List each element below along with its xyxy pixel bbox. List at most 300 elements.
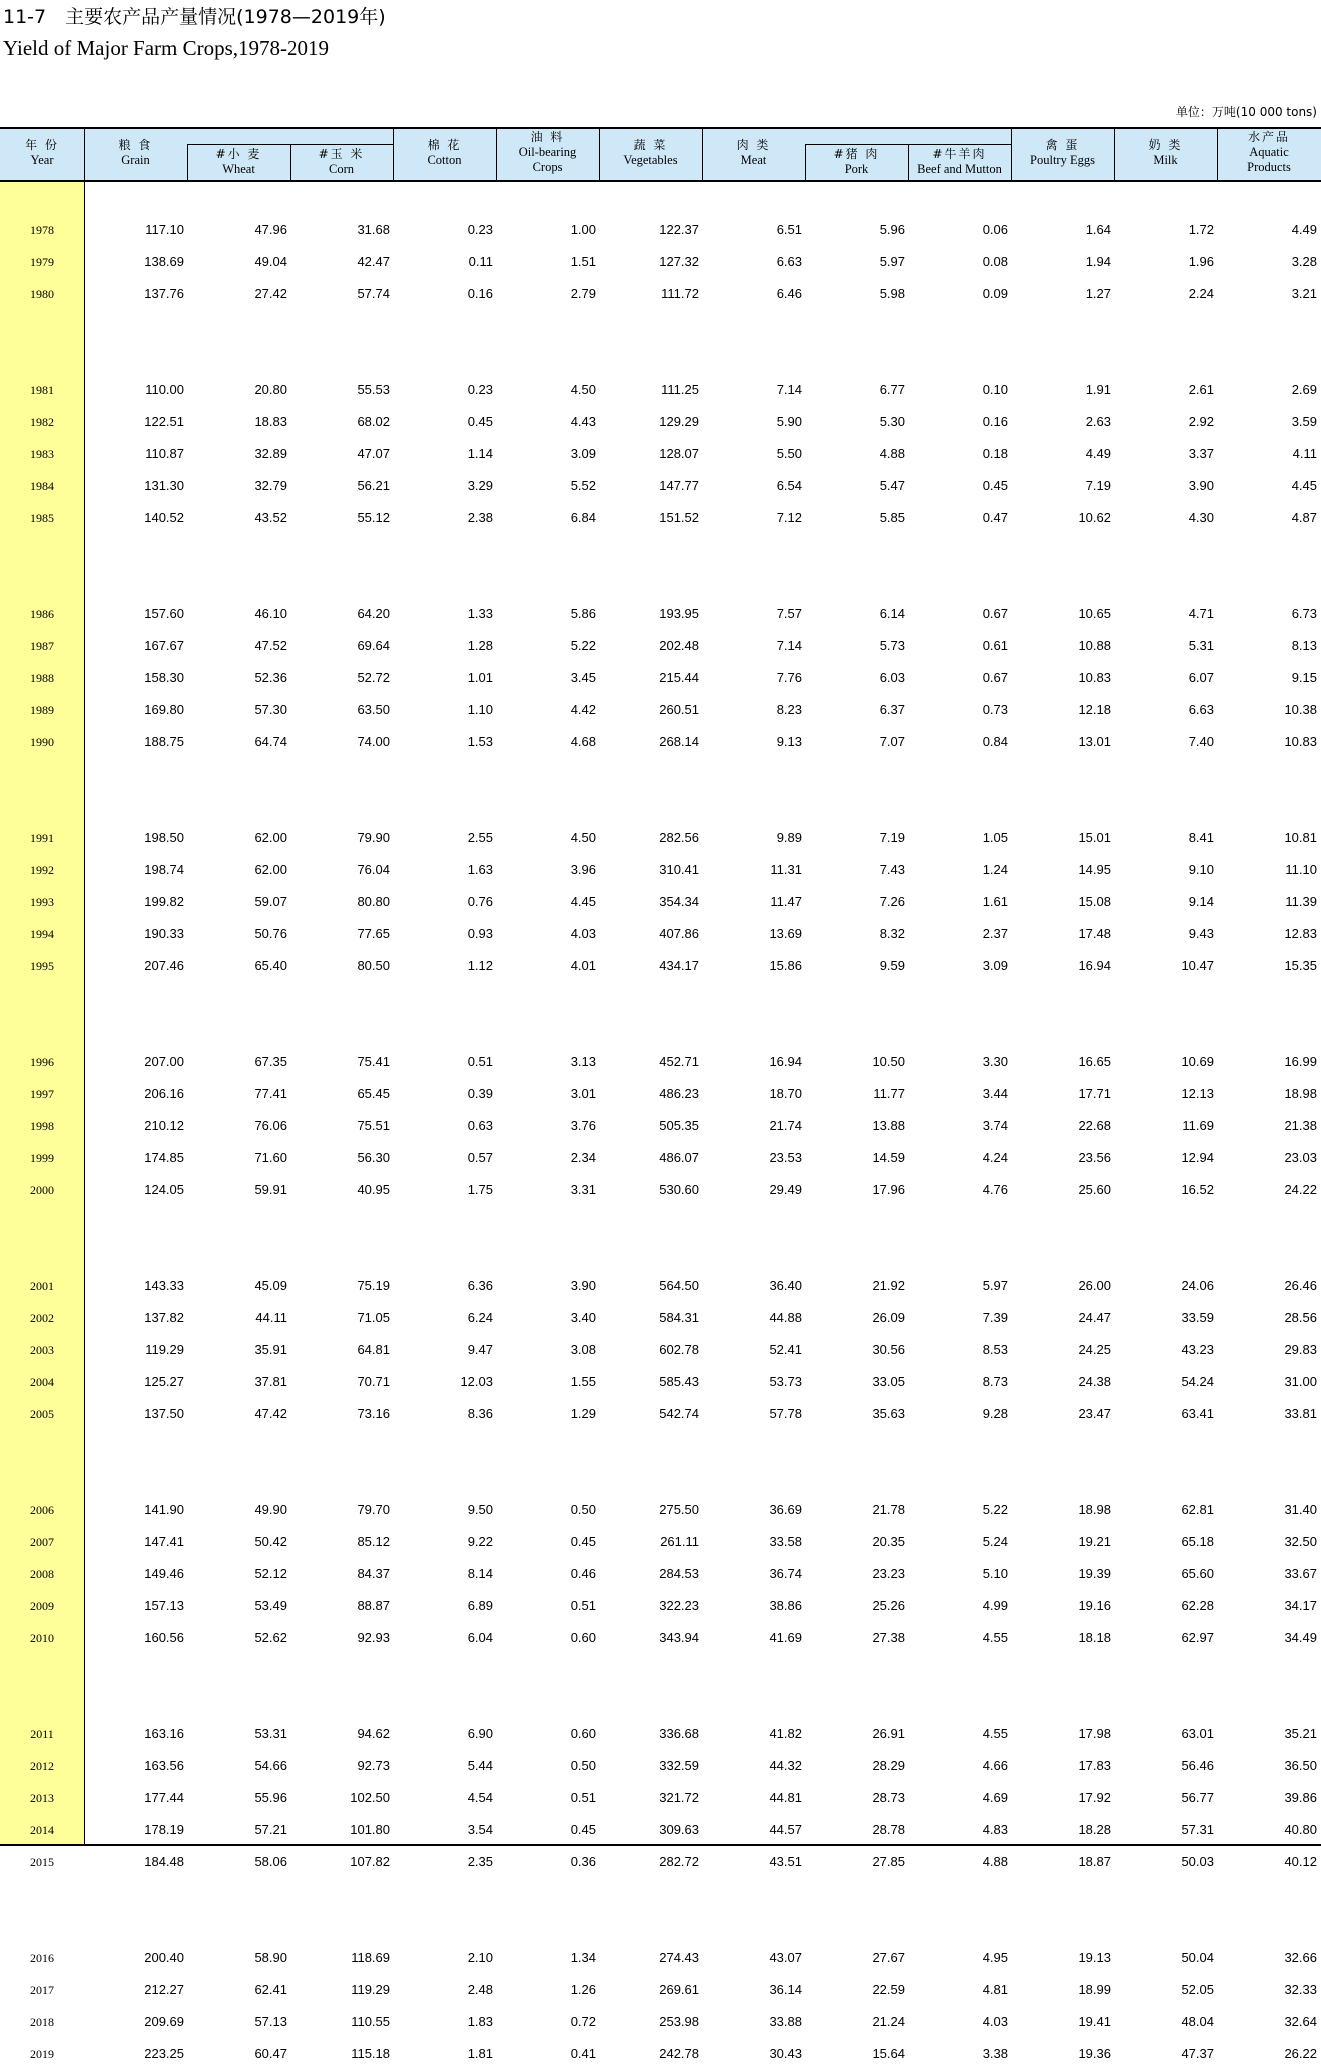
value-cell: 37.81 bbox=[254, 1374, 287, 1389]
value-cell: 2.92 bbox=[1188, 414, 1214, 429]
value-cell: 71.05 bbox=[357, 1310, 390, 1325]
year-cell: 1990 bbox=[30, 735, 54, 749]
value-cell: 184.48 bbox=[144, 1854, 184, 1869]
value-cell: 17.96 bbox=[872, 1182, 905, 1197]
table-row bbox=[0, 1083, 1321, 1105]
value-cell: 275.50 bbox=[659, 1502, 699, 1517]
value-cell: 309.63 bbox=[659, 1822, 699, 1837]
value-cell: 9.28 bbox=[982, 1406, 1008, 1421]
year-cell: 2018 bbox=[30, 2015, 54, 2029]
value-cell: 12.18 bbox=[1078, 702, 1111, 717]
value-cell: 3.40 bbox=[570, 1310, 596, 1325]
value-cell: 1.14 bbox=[467, 446, 493, 461]
value-cell: 10.38 bbox=[1284, 702, 1317, 717]
value-cell: 1.96 bbox=[1188, 254, 1214, 269]
value-cell: 0.63 bbox=[467, 1118, 493, 1133]
value-cell: 190.33 bbox=[144, 926, 184, 941]
header-top-rule bbox=[0, 127, 1321, 129]
value-cell: 0.72 bbox=[570, 2014, 596, 2029]
value-cell: 1.01 bbox=[467, 670, 493, 685]
value-cell: 5.86 bbox=[570, 606, 596, 621]
value-cell: 602.78 bbox=[659, 1342, 699, 1357]
value-cell: 55.96 bbox=[254, 1790, 287, 1805]
value-cell: 3.74 bbox=[982, 1118, 1008, 1133]
year-cell: 1998 bbox=[30, 1119, 54, 1133]
value-cell: 16.94 bbox=[1078, 958, 1111, 973]
value-cell: 18.28 bbox=[1078, 1822, 1111, 1837]
year-cell: 1991 bbox=[30, 831, 54, 845]
value-cell: 310.41 bbox=[659, 862, 699, 877]
value-cell: 282.56 bbox=[659, 830, 699, 845]
value-cell: 158.30 bbox=[144, 670, 184, 685]
value-cell: 30.56 bbox=[872, 1342, 905, 1357]
value-cell: 31.40 bbox=[1284, 1502, 1317, 1517]
value-cell: 6.04 bbox=[467, 1630, 493, 1645]
value-cell: 35.63 bbox=[872, 1406, 905, 1421]
value-cell: 55.53 bbox=[357, 382, 390, 397]
header-wheat-en: Wheat bbox=[222, 162, 255, 176]
value-cell: 564.50 bbox=[659, 1278, 699, 1293]
table-row bbox=[0, 827, 1321, 849]
value-cell: 36.14 bbox=[769, 1982, 802, 1997]
value-cell: 157.60 bbox=[144, 606, 184, 621]
value-cell: 15.35 bbox=[1284, 958, 1317, 973]
value-cell: 56.46 bbox=[1181, 1758, 1214, 1773]
header-wheat-cn: #小 麦 bbox=[215, 147, 262, 161]
value-cell: 27.85 bbox=[872, 1854, 905, 1869]
header-vegetables-en: Vegetables bbox=[623, 153, 678, 167]
value-cell: 10.83 bbox=[1078, 670, 1111, 685]
value-cell: 69.64 bbox=[357, 638, 390, 653]
value-cell: 0.61 bbox=[982, 638, 1008, 653]
year-cell: 2008 bbox=[30, 1567, 54, 1581]
value-cell: 1.53 bbox=[467, 734, 493, 749]
value-cell: 223.25 bbox=[144, 2046, 184, 2061]
value-cell: 117.10 bbox=[145, 222, 184, 237]
value-cell: 137.76 bbox=[144, 286, 184, 301]
year-cell: 2001 bbox=[30, 1279, 54, 1293]
value-cell: 19.41 bbox=[1078, 2014, 1111, 2029]
header-grain-en: Grain bbox=[121, 153, 150, 167]
header-cotton bbox=[393, 138, 496, 168]
value-cell: 54.66 bbox=[254, 1758, 287, 1773]
value-cell: 14.95 bbox=[1078, 862, 1111, 877]
value-cell: 200.40 bbox=[144, 1950, 184, 1965]
value-cell: 140.52 bbox=[144, 510, 184, 525]
header-aquatic-en1: Aquatic bbox=[1249, 145, 1289, 159]
value-cell: 10.62 bbox=[1078, 510, 1111, 525]
value-cell: 6.37 bbox=[879, 702, 905, 717]
value-cell: 84.37 bbox=[357, 1566, 390, 1581]
value-cell: 6.24 bbox=[467, 1310, 493, 1325]
value-cell: 16.99 bbox=[1284, 1054, 1317, 1069]
value-cell: 27.42 bbox=[254, 286, 287, 301]
value-cell: 343.94 bbox=[659, 1630, 699, 1645]
value-cell: 5.31 bbox=[1188, 638, 1214, 653]
value-cell: 53.73 bbox=[769, 1374, 802, 1389]
value-cell: 7.14 bbox=[776, 638, 802, 653]
year-cell: 1988 bbox=[30, 671, 54, 685]
header-oil-en1: Oil-bearing bbox=[518, 145, 577, 159]
value-cell: 75.41 bbox=[357, 1054, 390, 1069]
value-cell: 0.45 bbox=[570, 1822, 596, 1837]
year-cell: 1979 bbox=[30, 255, 54, 269]
value-cell: 13.01 bbox=[1078, 734, 1111, 749]
value-cell: 21.78 bbox=[872, 1502, 905, 1517]
value-cell: 143.33 bbox=[144, 1278, 184, 1293]
value-cell: 31.00 bbox=[1284, 1374, 1317, 1389]
value-cell: 3.96 bbox=[570, 862, 596, 877]
value-cell: 1.29 bbox=[570, 1406, 596, 1421]
value-cell: 160.56 bbox=[144, 1630, 184, 1645]
value-cell: 141.90 bbox=[144, 1502, 184, 1517]
header-beef bbox=[908, 147, 1011, 177]
table-row bbox=[0, 955, 1321, 977]
header-eggs-cn: 禽 蛋 bbox=[1045, 138, 1080, 152]
value-cell: 23.56 bbox=[1078, 1150, 1111, 1165]
value-cell: 101.80 bbox=[350, 1822, 390, 1837]
value-cell: 3.38 bbox=[982, 2046, 1008, 2061]
value-cell: 1.51 bbox=[570, 254, 596, 269]
year-cell: 2014 bbox=[30, 1823, 54, 1837]
value-cell: 6.07 bbox=[1188, 670, 1214, 685]
value-cell: 269.61 bbox=[659, 1982, 699, 1997]
table-row bbox=[0, 1819, 1321, 1841]
header-cotton-cn: 棉 花 bbox=[427, 138, 462, 152]
value-cell: 23.23 bbox=[872, 1566, 905, 1581]
value-cell: 0.73 bbox=[982, 702, 1008, 717]
value-cell: 33.59 bbox=[1181, 1310, 1214, 1325]
value-cell: 111.72 bbox=[661, 286, 699, 301]
value-cell: 24.25 bbox=[1078, 1342, 1111, 1357]
value-cell: 2.37 bbox=[982, 926, 1008, 941]
value-cell: 54.24 bbox=[1181, 1374, 1214, 1389]
value-cell: 33.67 bbox=[1284, 1566, 1317, 1581]
value-cell: 79.90 bbox=[357, 830, 390, 845]
header-aquatic-cn: 水产品 bbox=[1247, 130, 1290, 144]
value-cell: 4.81 bbox=[982, 1982, 1008, 1997]
value-cell: 4.49 bbox=[1291, 222, 1317, 237]
value-cell: 1.72 bbox=[1188, 222, 1214, 237]
value-cell: 19.36 bbox=[1078, 2046, 1111, 2061]
value-cell: 5.24 bbox=[982, 1534, 1008, 1549]
table-row bbox=[0, 731, 1321, 753]
header-vegetables-cn: 蔬 菜 bbox=[633, 138, 668, 152]
value-cell: 215.44 bbox=[659, 670, 699, 685]
value-cell: 3.90 bbox=[1188, 478, 1214, 493]
value-cell: 1.75 bbox=[467, 1182, 493, 1197]
value-cell: 3.59 bbox=[1291, 414, 1317, 429]
value-cell: 64.20 bbox=[357, 606, 390, 621]
value-cell: 57.30 bbox=[254, 702, 287, 717]
year-cell: 1987 bbox=[30, 639, 54, 653]
header-aquatic-en2: Products bbox=[1247, 160, 1291, 174]
value-cell: 33.81 bbox=[1284, 1406, 1317, 1421]
table-row bbox=[0, 2043, 1321, 2065]
value-cell: 4.45 bbox=[570, 894, 596, 909]
table-row bbox=[0, 667, 1321, 689]
value-cell: 6.03 bbox=[879, 670, 905, 685]
value-cell: 36.69 bbox=[769, 1502, 802, 1517]
value-cell: 15.64 bbox=[872, 2046, 905, 2061]
value-cell: 16.65 bbox=[1078, 1054, 1111, 1069]
value-cell: 0.39 bbox=[467, 1086, 493, 1101]
value-cell: 17.48 bbox=[1078, 926, 1111, 941]
value-cell: 11.77 bbox=[873, 1086, 905, 1101]
value-cell: 43.51 bbox=[769, 1854, 802, 1869]
value-cell: 8.53 bbox=[982, 1342, 1008, 1357]
value-cell: 119.29 bbox=[351, 1982, 390, 1997]
value-cell: 76.04 bbox=[357, 862, 390, 877]
header-eggs bbox=[1011, 138, 1114, 168]
value-cell: 26.91 bbox=[872, 1726, 905, 1741]
value-cell: 70.71 bbox=[357, 1374, 390, 1389]
value-cell: 6.73 bbox=[1291, 606, 1317, 621]
value-cell: 7.39 bbox=[982, 1310, 1008, 1325]
value-cell: 2.48 bbox=[467, 1982, 493, 1997]
value-cell: 49.04 bbox=[254, 254, 287, 269]
value-cell: 1.91 bbox=[1085, 382, 1111, 397]
value-cell: 0.76 bbox=[467, 894, 493, 909]
header-year bbox=[0, 138, 84, 168]
value-cell: 122.37 bbox=[659, 222, 699, 237]
value-cell: 62.00 bbox=[254, 830, 287, 845]
value-cell: 11.47 bbox=[770, 894, 802, 909]
table-bottom-rule bbox=[0, 1844, 1321, 1846]
value-cell: 58.90 bbox=[254, 1950, 287, 1965]
value-cell: 3.37 bbox=[1188, 446, 1214, 461]
value-cell: 4.11 bbox=[1292, 446, 1317, 461]
value-cell: 0.23 bbox=[467, 382, 493, 397]
header-bottom-rule bbox=[0, 180, 1321, 182]
header-oil-cn: 油 料 bbox=[530, 130, 565, 144]
value-cell: 75.51 bbox=[357, 1118, 390, 1133]
value-cell: 52.05 bbox=[1181, 1982, 1214, 1997]
value-cell: 3.09 bbox=[982, 958, 1008, 973]
value-cell: 151.52 bbox=[659, 510, 699, 525]
value-cell: 354.34 bbox=[659, 894, 699, 909]
value-cell: 5.97 bbox=[879, 254, 905, 269]
year-cell: 1983 bbox=[30, 447, 54, 461]
value-cell: 22.68 bbox=[1078, 1118, 1111, 1133]
value-cell: 9.22 bbox=[467, 1534, 493, 1549]
table-row bbox=[0, 1531, 1321, 1553]
table-row bbox=[0, 507, 1321, 529]
year-cell: 1985 bbox=[30, 511, 54, 525]
value-cell: 0.46 bbox=[570, 1566, 596, 1581]
header-pork bbox=[805, 147, 908, 177]
value-cell: 7.26 bbox=[879, 894, 905, 909]
value-cell: 4.99 bbox=[982, 1598, 1008, 1613]
value-cell: 3.01 bbox=[570, 1086, 596, 1101]
value-cell: 21.38 bbox=[1284, 1118, 1317, 1133]
value-cell: 3.44 bbox=[982, 1086, 1008, 1101]
value-cell: 0.08 bbox=[982, 254, 1008, 269]
value-cell: 4.76 bbox=[982, 1182, 1008, 1197]
value-cell: 188.75 bbox=[144, 734, 184, 749]
value-cell: 1.27 bbox=[1085, 286, 1111, 301]
value-cell: 407.86 bbox=[659, 926, 699, 941]
value-cell: 177.44 bbox=[144, 1790, 184, 1805]
value-cell: 0.57 bbox=[467, 1150, 493, 1165]
value-cell: 7.43 bbox=[879, 862, 905, 877]
value-cell: 212.27 bbox=[144, 1982, 184, 1997]
value-cell: 44.88 bbox=[769, 1310, 802, 1325]
value-cell: 4.45 bbox=[1291, 478, 1317, 493]
value-cell: 3.90 bbox=[570, 1278, 596, 1293]
value-cell: 8.14 bbox=[467, 1566, 493, 1581]
value-cell: 39.86 bbox=[1284, 1790, 1317, 1805]
table-row bbox=[0, 1563, 1321, 1585]
value-cell: 0.41 bbox=[570, 2046, 596, 2061]
value-cell: 58.06 bbox=[254, 1854, 287, 1869]
value-cell: 7.19 bbox=[1085, 478, 1111, 493]
value-cell: 32.50 bbox=[1284, 1534, 1317, 1549]
value-cell: 336.68 bbox=[659, 1726, 699, 1741]
year-cell: 2003 bbox=[30, 1343, 54, 1357]
header-pork-cn: #猪 肉 bbox=[833, 147, 880, 161]
value-cell: 49.90 bbox=[254, 1502, 287, 1517]
header-aquatic bbox=[1217, 130, 1321, 175]
value-cell: 4.24 bbox=[982, 1150, 1008, 1165]
value-cell: 32.64 bbox=[1284, 2014, 1317, 2029]
value-cell: 4.54 bbox=[467, 1790, 493, 1805]
value-cell: 44.32 bbox=[769, 1758, 802, 1773]
table-row bbox=[0, 1595, 1321, 1617]
value-cell: 21.92 bbox=[872, 1278, 905, 1293]
value-cell: 0.60 bbox=[570, 1726, 596, 1741]
value-cell: 1.10 bbox=[467, 702, 493, 717]
value-cell: 6.77 bbox=[879, 382, 905, 397]
value-cell: 0.51 bbox=[570, 1790, 596, 1805]
value-cell: 77.41 bbox=[254, 1086, 287, 1101]
value-cell: 202.48 bbox=[659, 638, 699, 653]
value-cell: 50.03 bbox=[1181, 1854, 1214, 1869]
value-cell: 52.72 bbox=[357, 670, 390, 685]
table-row bbox=[0, 1051, 1321, 1073]
value-cell: 68.02 bbox=[357, 414, 390, 429]
value-cell: 26.46 bbox=[1284, 1278, 1317, 1293]
value-cell: 1.64 bbox=[1085, 222, 1111, 237]
value-cell: 55.12 bbox=[357, 510, 390, 525]
year-cell: 2010 bbox=[30, 1631, 54, 1645]
value-cell: 36.50 bbox=[1284, 1758, 1317, 1773]
value-cell: 242.78 bbox=[659, 2046, 699, 2061]
value-cell: 85.12 bbox=[357, 1534, 390, 1549]
value-cell: 12.13 bbox=[1181, 1086, 1214, 1101]
value-cell: 178.19 bbox=[144, 1822, 184, 1837]
value-cell: 22.59 bbox=[872, 1982, 905, 1997]
value-cell: 25.60 bbox=[1078, 1182, 1111, 1197]
value-cell: 28.56 bbox=[1284, 1310, 1317, 1325]
value-cell: 163.56 bbox=[144, 1758, 184, 1773]
table-row bbox=[0, 603, 1321, 625]
value-cell: 128.07 bbox=[659, 446, 699, 461]
table-row bbox=[0, 2011, 1321, 2033]
value-cell: 193.95 bbox=[659, 606, 699, 621]
value-cell: 9.13 bbox=[776, 734, 802, 749]
value-cell: 4.66 bbox=[982, 1758, 1008, 1773]
value-cell: 28.29 bbox=[872, 1758, 905, 1773]
value-cell: 26.22 bbox=[1284, 2046, 1317, 2061]
value-cell: 3.45 bbox=[570, 670, 596, 685]
year-cell: 2013 bbox=[30, 1791, 54, 1805]
value-cell: 5.22 bbox=[570, 638, 596, 653]
value-cell: 7.40 bbox=[1188, 734, 1214, 749]
year-cell: 1997 bbox=[30, 1087, 54, 1101]
value-cell: 3.30 bbox=[982, 1054, 1008, 1069]
value-cell: 15.01 bbox=[1078, 830, 1111, 845]
value-cell: 207.46 bbox=[144, 958, 184, 973]
value-cell: 268.14 bbox=[659, 734, 699, 749]
value-cell: 1.83 bbox=[467, 2014, 493, 2029]
value-cell: 4.50 bbox=[570, 830, 596, 845]
value-cell: 79.70 bbox=[357, 1502, 390, 1517]
value-cell: 62.81 bbox=[1181, 1502, 1214, 1517]
value-cell: 1.26 bbox=[570, 1982, 596, 1997]
value-cell: 0.93 bbox=[467, 926, 493, 941]
table-row bbox=[0, 1627, 1321, 1649]
value-cell: 102.50 bbox=[350, 1790, 390, 1805]
value-cell: 56.30 bbox=[357, 1150, 390, 1165]
value-cell: 7.14 bbox=[776, 382, 802, 397]
value-cell: 5.98 bbox=[879, 286, 905, 301]
value-cell: 4.50 bbox=[570, 382, 596, 397]
value-cell: 10.65 bbox=[1078, 606, 1111, 621]
value-cell: 585.43 bbox=[659, 1374, 699, 1389]
value-cell: 36.40 bbox=[769, 1278, 802, 1293]
value-cell: 12.83 bbox=[1284, 926, 1317, 941]
year-cell: 2012 bbox=[30, 1759, 54, 1773]
value-cell: 137.50 bbox=[144, 1406, 184, 1421]
value-cell: 73.16 bbox=[357, 1406, 390, 1421]
table-row bbox=[0, 635, 1321, 657]
year-cell: 2017 bbox=[30, 1983, 54, 1997]
value-cell: 60.47 bbox=[254, 2046, 287, 2061]
value-cell: 28.78 bbox=[872, 1822, 905, 1837]
header-year-en: Year bbox=[30, 153, 54, 167]
year-cell: 1986 bbox=[30, 607, 54, 621]
value-cell: 206.16 bbox=[144, 1086, 184, 1101]
value-cell: 4.43 bbox=[570, 414, 596, 429]
value-cell: 137.82 bbox=[144, 1310, 184, 1325]
value-cell: 4.03 bbox=[982, 2014, 1008, 2029]
value-cell: 5.97 bbox=[982, 1278, 1008, 1293]
value-cell: 11.69 bbox=[1182, 1118, 1214, 1133]
year-cell: 2007 bbox=[30, 1535, 54, 1549]
value-cell: 5.47 bbox=[879, 478, 905, 493]
value-cell: 253.98 bbox=[659, 2014, 699, 2029]
header-corn-cn: #玉 米 bbox=[318, 147, 365, 161]
year-cell: 1980 bbox=[30, 287, 54, 301]
value-cell: 5.30 bbox=[879, 414, 905, 429]
value-cell: 129.29 bbox=[659, 414, 699, 429]
value-cell: 6.36 bbox=[467, 1278, 493, 1293]
value-cell: 65.45 bbox=[357, 1086, 390, 1101]
value-cell: 29.83 bbox=[1284, 1342, 1317, 1357]
value-cell: 18.70 bbox=[769, 1086, 802, 1101]
value-cell: 322.23 bbox=[659, 1598, 699, 1613]
value-cell: 6.54 bbox=[776, 478, 802, 493]
value-cell: 31.68 bbox=[357, 222, 390, 237]
value-cell: 2.24 bbox=[1188, 286, 1214, 301]
value-cell: 65.60 bbox=[1181, 1566, 1214, 1581]
value-cell: 321.72 bbox=[659, 1790, 699, 1805]
header-milk-cn: 奶 类 bbox=[1148, 138, 1183, 152]
header-oil bbox=[496, 130, 599, 175]
value-cell: 147.41 bbox=[144, 1534, 184, 1549]
header-meat bbox=[702, 138, 805, 168]
